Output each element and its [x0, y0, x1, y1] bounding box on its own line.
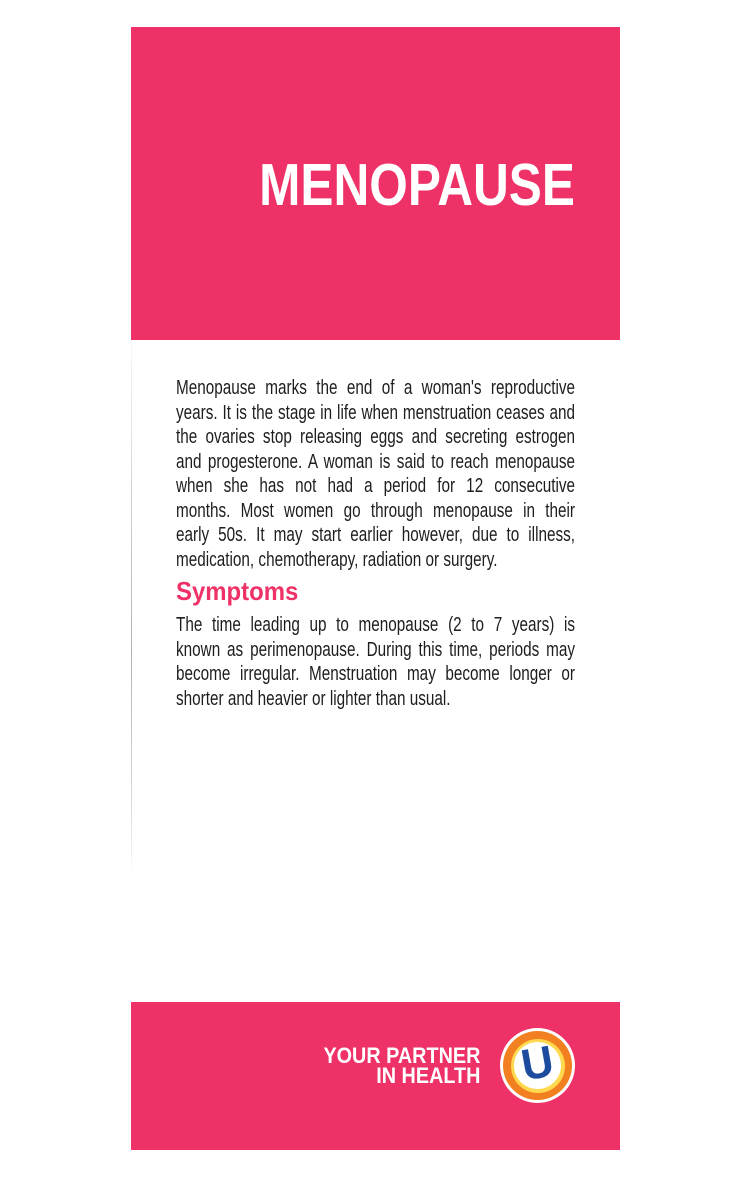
logo-center — [514, 1036, 561, 1090]
pamphlet-page — [131, 27, 620, 1150]
text-line: early 50s. It may start earlier however, due to illness, — [176, 524, 576, 546]
tagline-line-2: IN HEALTH — [375, 1063, 480, 1088]
page-edge-line — [131, 317, 132, 877]
text-line: shorter and heavier or lighter than usual. — [176, 687, 451, 710]
text-line: months. Most women go through menopause in their — [176, 499, 576, 522]
symptoms-paragraph — [176, 613, 575, 711]
logo-letter-u: U — [517, 1036, 557, 1090]
text-line: known as perimenopause. During this time, periods may — [176, 638, 576, 661]
intro-paragraph — [176, 376, 575, 572]
text-line: The time leading up to menopause (2 to 7 years) is — [176, 614, 576, 636]
text-line: and progesterone. A woman is said to reach menopause — [176, 450, 576, 473]
text-line: when she has not had a period for 12 consecutive — [176, 475, 576, 497]
logo-ring-yellow-icon — [511, 1036, 565, 1093]
symptoms-heading: Symptoms — [176, 576, 299, 606]
body-section — [131, 340, 620, 1002]
page-title: MENOPAUSE — [259, 152, 575, 218]
footer-tagline — [306, 1043, 480, 1088]
tagline-line-1: YOUR PARTNER — [323, 1043, 480, 1068]
text-line: become irregular. Menstruation may become longer or — [176, 663, 576, 685]
unilab-logo — [500, 1028, 575, 1103]
logo-ring-orange-icon — [503, 1031, 572, 1100]
header-banner — [131, 27, 620, 340]
text-line: medication, chemotherapy, radiation or surgery. — [176, 548, 498, 571]
footer-banner — [131, 1002, 620, 1150]
text-line: Menopause marks the end of a woman's reproductive — [176, 377, 576, 399]
text-line: the ovaries stop releasing eggs and secreting estrogen — [176, 426, 576, 448]
text-line: years. It is the stage in life when menstruation ceases and — [176, 401, 576, 424]
